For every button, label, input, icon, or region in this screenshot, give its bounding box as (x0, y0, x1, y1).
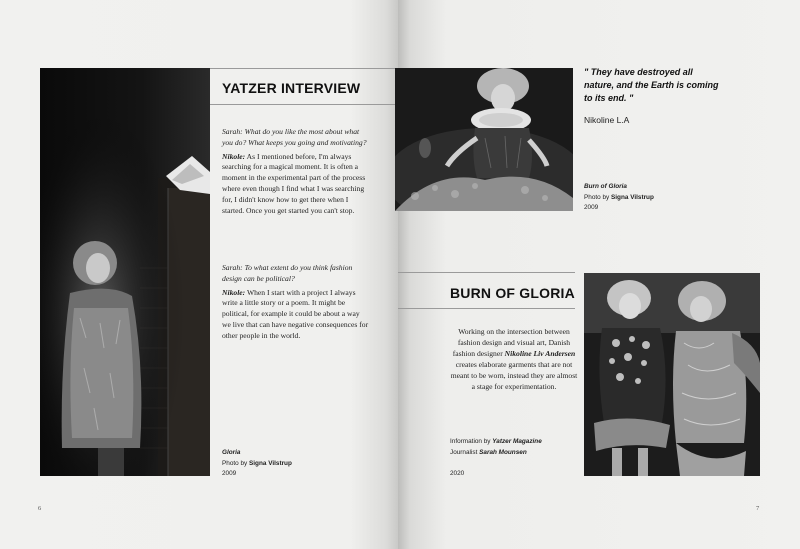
top-caption-year: 2009 (584, 204, 599, 211)
section-rule-top (398, 272, 575, 273)
intro-paragraph: Working on the intersection between fashion design and visual art, Danish fashion designer Nikoline Liv Andersen creates elaborate garments that are not meant to be worn, instead they are almost a stage for experimentation. (450, 327, 578, 391)
question-1: Sarah: What do you like the most about what you do? What keeps you going and motivating? (222, 127, 367, 147)
caption-credit: Photo by Signa Vilstrup (222, 459, 292, 467)
burn-of-gloria-caption (584, 182, 654, 214)
caption-title: Gloria (222, 449, 241, 456)
heading-rule-top (210, 68, 398, 69)
interview-qa-2 (222, 263, 370, 342)
top-caption-title: Burn of Gloria (584, 183, 627, 190)
right-page (398, 0, 800, 549)
gloria-photo (40, 68, 210, 476)
info-credit: Information by Yatzer Magazine (450, 438, 542, 445)
designer-name: Nikoline Liv Andersen (504, 349, 576, 358)
journalist-credit: Journalist Sarah Mounsen (450, 448, 527, 456)
designer-quote: " They have destroyed all nature, and the Earth is coming to its end. " (584, 67, 719, 103)
burn-heading: BURN OF GLORIA (450, 285, 575, 301)
gloria-caption (222, 448, 292, 480)
page-number-left: 6 (38, 505, 42, 512)
burn-of-gloria-photo-bottom (584, 273, 760, 476)
top-caption-credit: Photo by Signa Vilstrup (584, 193, 654, 201)
left-page (0, 0, 398, 549)
burn-of-gloria-photo-top (395, 68, 573, 211)
interview-heading: YATZER INTERVIEW (222, 80, 361, 96)
page-number-right: 7 (756, 505, 760, 512)
article-credits (450, 437, 542, 458)
answer-1: Nikole: As I mentioned before, I'm always searching for a magical moment. It is often a moment in the experimental part of the process where even though I find what I was searching for, I didn't know how to get there when I started. Once you get started you can't stop. (222, 151, 366, 215)
interview-qa-1 (222, 127, 370, 216)
heading-rule-bottom (210, 104, 398, 105)
quote-author: Nikoline L.A (584, 115, 630, 125)
caption-year: 2009 (222, 470, 237, 477)
article-year: 2020 (450, 470, 465, 477)
question-2: Sarah: To what extent do you think fashion design can be political? (222, 263, 353, 283)
section-rule-bottom (398, 308, 575, 309)
answer-2: Nikole: When I start with a project I always write a little story or a poem. It might be political, for example it could be about a way we live that can have negative consequences for other people in the world. (222, 287, 369, 340)
